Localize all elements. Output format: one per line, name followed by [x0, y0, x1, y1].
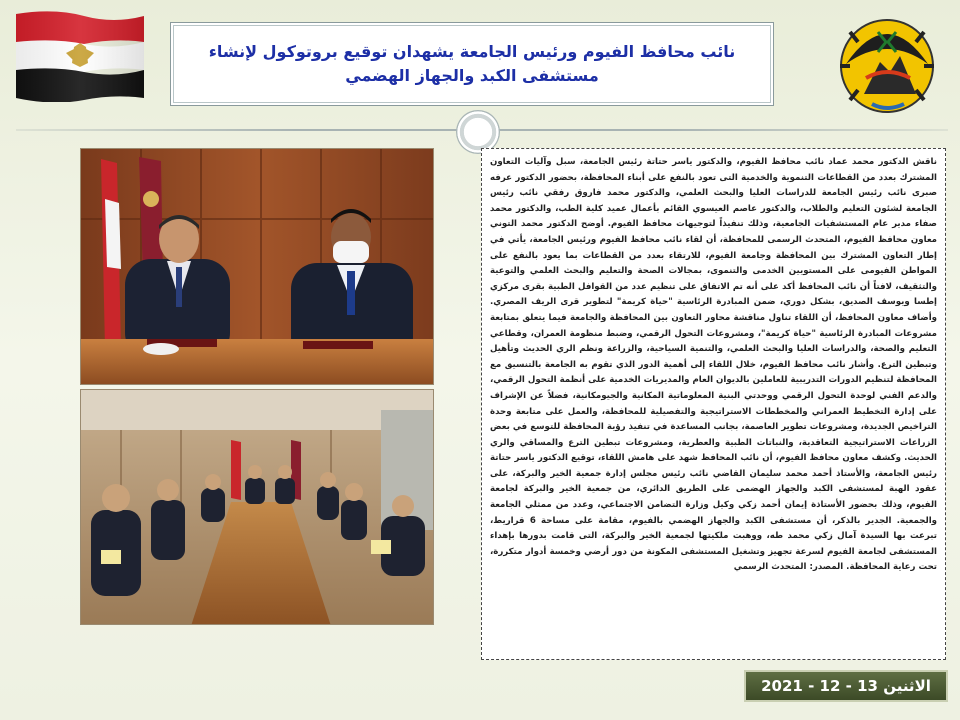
page-title: نائب محافظ الفيوم ورئيس الجامعة يشهدان توقيع بروتوكول لإنشاء مستشفى الكبد والجهاز الهضمي [208, 42, 736, 85]
article-body: ناقش الدكتور محمد عماد نائب محافظ الفيوم، والدكتور ياسر حتاتة رئيس الجامعة، سبل وآليات التعاون المشترك بعدد من القطاعات التنموية والخدمية التى تعود بالنفع على أبناء المحافظة، بحضور الدكتور عرفه صبرى نائب رئيس الجامعة للدراسات العليا والبحث العلمي، والدكتور محمد فاروق رفقي نائب رئيس الجامعة لشئون التعليم والطلاب، والدكتور عاصم العيسوي القائم بأعمال عميد كلية الطب، والدكتور محمد صفاء مدير عام المستشفيات الجامعية، وذلك تنفيذاً لتوجيهات محافظ الفيوم. أوضح الدكتور محمد التوني معاون محافظ الفيوم، المتحدث الرسمى للمحافظة، أن لقاء نائب محافظ الفيوم ورئيس الجامعة، يأتي في إطار التعاون المشترك بين المحافظة وجامعة الفيوم، للارتقاء بعدد من القطاعات بما يعود بالنفع على المواطن الفيومى على المستويين الخدمى والتنموى، بمجالات الصحة والتعليم والبحث العلمي والتوعية والتثقيف، لافتاً أن نائب المحافظ أكد على أنه تم الاتفاق على تنظيم عدد من القوافل الطبية بقرى مركزي إطسا ويوسف الصديق، بشكل دوري، ضمن المبادرة الرئاسية "حياة كريمة" لتطوير قرى الريف المصري. وأضاف معاون المحافظ، أن اللقاء تناول مناقشة محاور التعاون بين المحافظة والجامعة فيما يتعلق بمتابعة مشروعات المبادرة الرئاسية "حياة كريمة"، ومشروعات التحول الرقمي، وضبط منظومة العمران، وقطاعي التعليم والصحة، والدراسات العليا والبحث العلمي، والتنمية السياحية، والزراعة ونظم الري الحديث وتأهيل وتبطين الترع. وأشار نائب محافظ الفيوم، خلال اللقاء إلى أهمية الدور الذي تقوم به الجامعة بالتنسيق مع المحافظة لتنظيم الدورات التدريبية للعاملين بالديوان العام والمديريات الخدمية على أنظمة التحول الرقمي، والدعم الفني لوحدة التحول الرقمي ووحدتي البنية المعلوماتية المكانية والجيومكانية، فضلاً عن الإشراف على إدارة التخطيط العمراني والمخططات الاستراتيجية والتفصيلية للمحافظة، والعمل على متابعة وحدة التراخيص الجديدة، ومشروعات تطوير العاصمة، بجانب المساعدة في تنفيذ رؤية المحافظة للتوسع في بعض الزراعات الاستراتيجية التعاقدية، والنباتات الطبية والعطرية، ومشروعات تبطين الترع والمساقي والري الحديث. وكشف معاون محافظ الفيوم، أن نائب المحافظ شهد على هامش اللقاء، توقيع الدكتور ياسر حتاتة رئيس الجامعة، والأستاذ أحمد محمد سليمان القاضي نائب رئيس مجلس إدارة جمعية الخير والبركة، على عقود الهبة لمستشفى الكبد والجهاز الهضمى على الطريق الدائري، من جمعية الخير والبركة لجامعة الفيوم، وذلك بحضور الأستاذة إيمان أحمد زكي وكيل وزارة التضامن الاجتماعي، وعدد من ممثلي الجامعة والجمعية. الجدير بالذكر، أن مستشفى الكبد والجهاز الهضمي بالفيوم، مقامة على مساحة 6 قراريط، تبرعت بها السيدة آمال زكي محمد طه، ووهبت ملكيتها لجمعية الخير والبركة، التى قامت بدورها بإهداء المستشفى لجامعة الفيوم لسرعة تجهيز وتشغيل المستشفى المكونة من دور أرضي وخمسة أدوار متكررة، تحت رعاية المحافظة. المصدر: المتحدث الرسمي [490, 157, 937, 573]
governorate-logo [828, 12, 946, 120]
publish-date: الاثنين 13 - 12 - 2021 [761, 677, 931, 695]
title-box [170, 22, 774, 106]
article-box [481, 148, 946, 660]
meeting-photo [80, 389, 434, 625]
signing-photo [80, 148, 434, 385]
egypt-flag [14, 10, 146, 102]
date-bar [744, 670, 948, 702]
